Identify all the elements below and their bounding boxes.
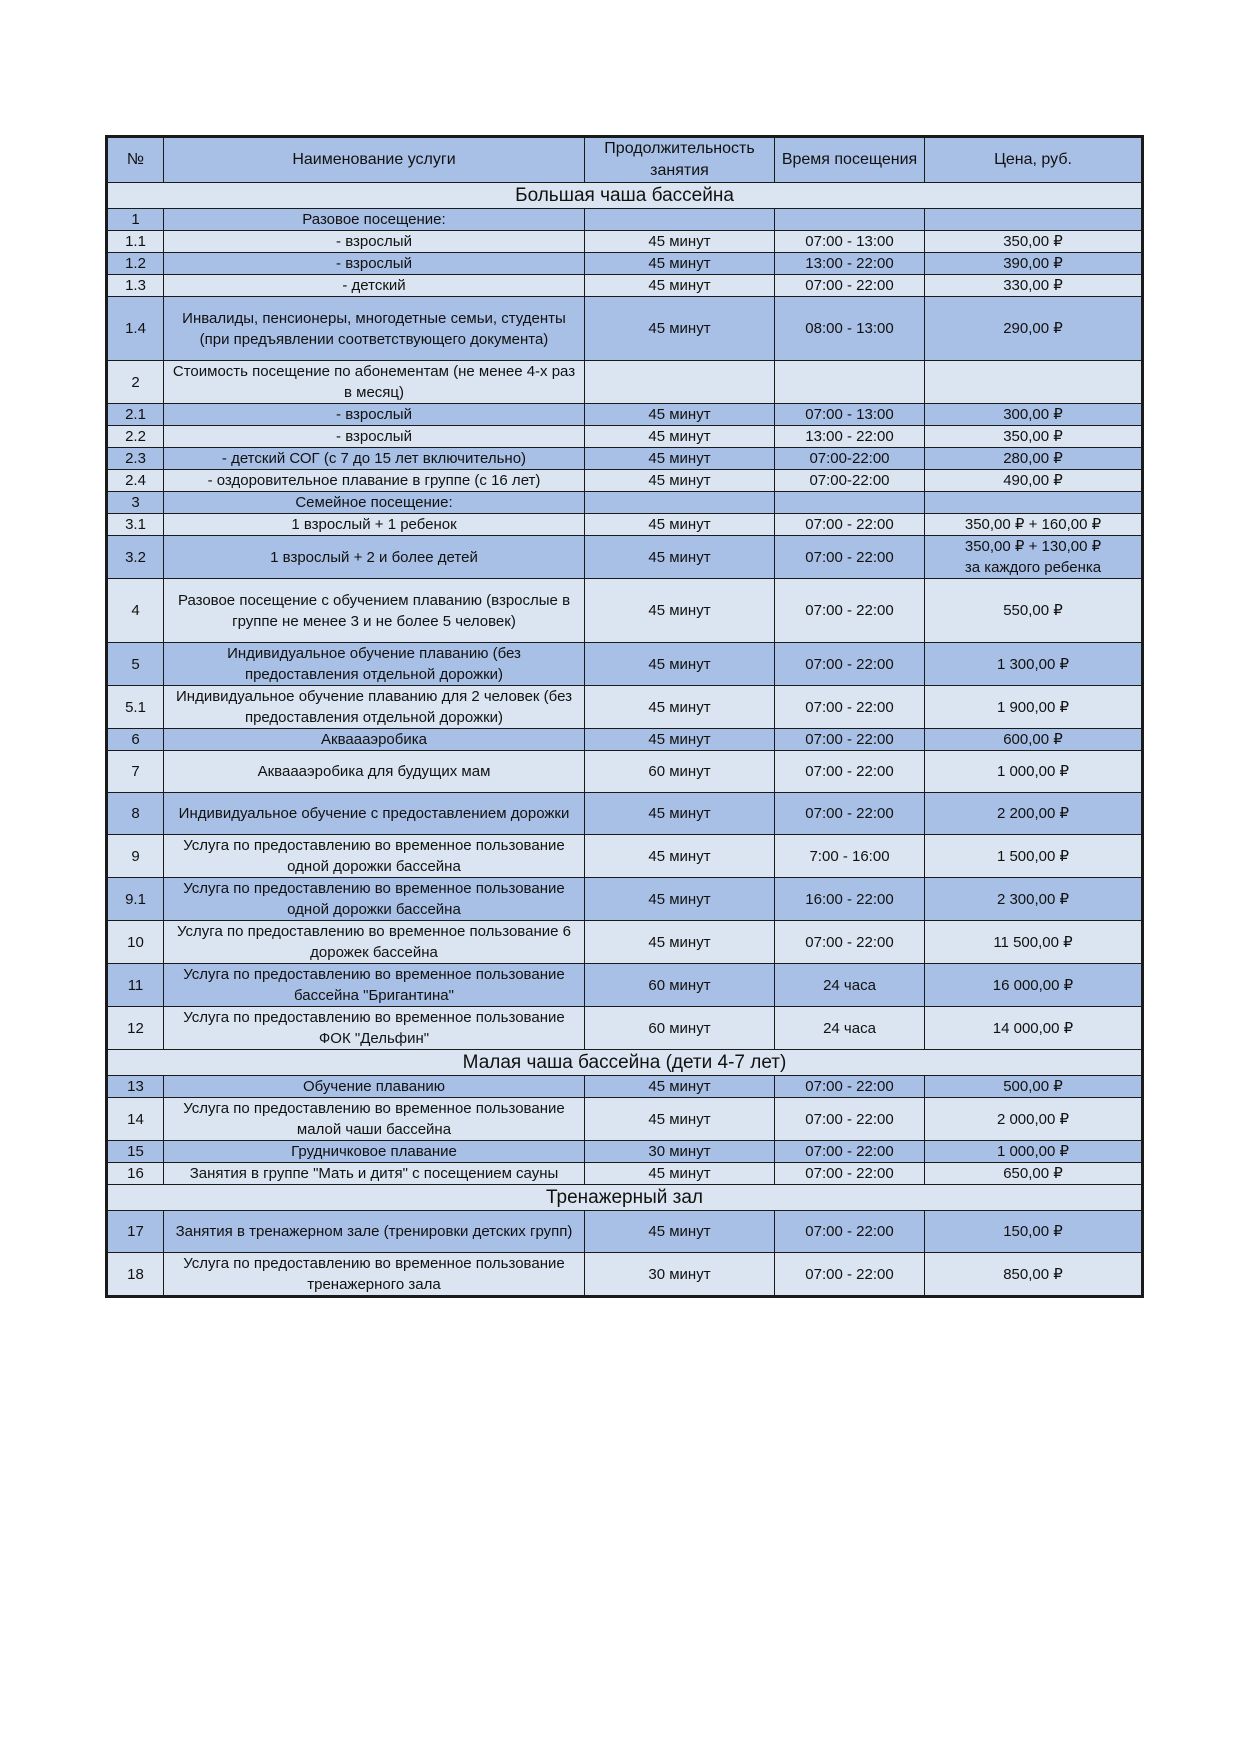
table-row [107,686,1143,729]
row-time: 07:00 - 22:00 [775,729,925,751]
row-duration: 60 минут [585,964,775,1007]
row-price: 390,00 ₽ [925,253,1143,275]
row-num: 16 [107,1163,164,1185]
table-row [107,492,1143,514]
row-duration: 30 минут [585,1141,775,1163]
row-duration: 45 минут [585,536,775,579]
header-num: № [107,137,164,183]
row-price: 290,00 ₽ [925,297,1143,361]
row-price: 350,00 ₽ [925,426,1143,448]
row-name: - взрослый [164,426,585,448]
table-row [107,275,1143,297]
row-duration: 45 минут [585,275,775,297]
row-price: 11 500,00 ₽ [925,921,1143,964]
row-price: 500,00 ₽ [925,1076,1143,1098]
row-time: 07:00-22:00 [775,470,925,492]
row-num: 1.1 [107,231,164,253]
row-num: 17 [107,1211,164,1253]
row-duration: 45 минут [585,878,775,921]
row-num: 1 [107,209,164,231]
row-num: 7 [107,751,164,793]
section-small-pool [107,1050,1143,1076]
row-price: 1 000,00 ₽ [925,1141,1143,1163]
table-row [107,536,1143,579]
row-duration: 60 минут [585,751,775,793]
row-num: 15 [107,1141,164,1163]
row-duration: 30 минут [585,1253,775,1297]
table-row [107,470,1143,492]
row-time: 07:00 - 22:00 [775,751,925,793]
row-duration: 45 минут [585,1076,775,1098]
section-gym [107,1185,1143,1211]
table-row [107,361,1143,404]
table-row [107,1076,1143,1098]
row-time: 7:00 - 16:00 [775,835,925,878]
row-num: 9.1 [107,878,164,921]
row-duration: 45 минут [585,793,775,835]
row-num: 2.4 [107,470,164,492]
row-duration: 45 минут [585,729,775,751]
table-row [107,793,1143,835]
table-row [107,964,1143,1007]
row-duration: 45 минут [585,426,775,448]
row-time: 07:00 - 22:00 [775,1211,925,1253]
row-name: Услуга по предоставлению во временное пользование одной дорожки бассейна [164,878,585,921]
row-duration: 45 минут [585,253,775,275]
row-duration: 45 минут [585,470,775,492]
row-price: 330,00 ₽ [925,275,1143,297]
section-title: Малая чаша бассейна (дети 4-7 лет) [107,1050,1143,1076]
row-duration [585,209,775,231]
row-time: 13:00 - 22:00 [775,426,925,448]
row-name: Индивидуальное обучение плаванию для 2 человек (без предоставления отдельной дорожки) [164,686,585,729]
table-row [107,751,1143,793]
row-time: 07:00 - 22:00 [775,1098,925,1141]
row-time: 07:00 - 22:00 [775,686,925,729]
row-price: 2 300,00 ₽ [925,878,1143,921]
row-name: - детский СОГ (с 7 до 15 лет включительно) [164,448,585,470]
row-num: 2 [107,361,164,404]
row-name: - взрослый [164,231,585,253]
row-duration: 60 минут [585,1007,775,1050]
row-price: 600,00 ₽ [925,729,1143,751]
row-time [775,492,925,514]
row-name: Акваааэробика для будущих мам [164,751,585,793]
row-num: 9 [107,835,164,878]
row-name: Грудничковое плавание [164,1141,585,1163]
row-time: 07:00 - 22:00 [775,1253,925,1297]
row-name: Услуга по предоставлению во временное пользование бассейна "Бригантина" [164,964,585,1007]
row-price: 490,00 ₽ [925,470,1143,492]
row-name: 1 взрослый + 1 ребенок [164,514,585,536]
row-time: 07:00 - 22:00 [775,921,925,964]
header-duration: Продолжительность занятия [585,137,775,183]
row-time: 07:00 - 22:00 [775,275,925,297]
row-duration: 45 минут [585,404,775,426]
row-duration: 45 минут [585,231,775,253]
row-price: 350,00 ₽ [925,231,1143,253]
row-num: 2.1 [107,404,164,426]
section-big-pool [107,183,1143,209]
row-price: 1 900,00 ₽ [925,686,1143,729]
table-row [107,729,1143,751]
row-num: 5.1 [107,686,164,729]
row-duration: 45 минут [585,835,775,878]
row-price: 350,00 ₽ + 160,00 ₽ [925,514,1143,536]
row-price: 14 000,00 ₽ [925,1007,1143,1050]
header-price: Цена, руб. [925,137,1143,183]
row-price: 2 000,00 ₽ [925,1098,1143,1141]
row-time: 07:00 - 22:00 [775,1141,925,1163]
table-row [107,1098,1143,1141]
price-table [105,135,1144,1298]
table-row [107,514,1143,536]
row-name: Услуга по предоставлению во временное пользование одной дорожки бассейна [164,835,585,878]
row-name: 1 взрослый + 2 и более детей [164,536,585,579]
row-duration: 45 минут [585,297,775,361]
row-name: - взрослый [164,404,585,426]
header-time: Время посещения [775,137,925,183]
row-num: 6 [107,729,164,751]
row-name: Занятия в группе "Мать и дитя" с посещением сауны [164,1163,585,1185]
row-name: Разовое посещение: [164,209,585,231]
table-row [107,835,1143,878]
table-row [107,1007,1143,1050]
table-row [107,426,1143,448]
row-name: Услуга по предоставлению во временное пользование 6 дорожек бассейна [164,921,585,964]
row-price: 150,00 ₽ [925,1211,1143,1253]
table-row [107,448,1143,470]
row-num: 8 [107,793,164,835]
row-name: - детский [164,275,585,297]
table-row [107,921,1143,964]
row-num: 2.3 [107,448,164,470]
row-time: 07:00 - 22:00 [775,793,925,835]
row-duration: 45 минут [585,643,775,686]
row-price: 650,00 ₽ [925,1163,1143,1185]
row-price: 16 000,00 ₽ [925,964,1143,1007]
row-num: 1.2 [107,253,164,275]
row-time: 07:00-22:00 [775,448,925,470]
row-duration: 45 минут [585,579,775,643]
row-num: 1.4 [107,297,164,361]
table-row [107,231,1143,253]
row-price: 300,00 ₽ [925,404,1143,426]
row-num: 12 [107,1007,164,1050]
section-title: Большая чаша бассейна [107,183,1143,209]
table-row [107,878,1143,921]
row-price: 550,00 ₽ [925,579,1143,643]
row-name: Услуга по предоставлению во временное пользование ФОК "Дельфин" [164,1007,585,1050]
row-num: 18 [107,1253,164,1297]
row-price: 350,00 ₽ + 130,00 ₽ за каждого ребенка [925,536,1143,579]
row-name: Акваааэробика [164,729,585,751]
table-row [107,1211,1143,1253]
row-price: 850,00 ₽ [925,1253,1143,1297]
row-time: 07:00 - 13:00 [775,231,925,253]
row-time: 07:00 - 22:00 [775,643,925,686]
row-time: 24 часа [775,1007,925,1050]
table-row [107,643,1143,686]
row-num: 10 [107,921,164,964]
row-price: 1 000,00 ₽ [925,751,1143,793]
header-name: Наименование услуги [164,137,585,183]
row-time [775,209,925,231]
row-time: 07:00 - 22:00 [775,1076,925,1098]
section-title: Тренажерный зал [107,1185,1143,1211]
row-price [925,361,1143,404]
row-duration: 45 минут [585,1163,775,1185]
row-name: - взрослый [164,253,585,275]
row-price [925,492,1143,514]
table-row [107,404,1143,426]
row-duration: 45 минут [585,1211,775,1253]
row-name: Услуга по предоставлению во временное пользование малой чаши бассейна [164,1098,585,1141]
row-price: 1 500,00 ₽ [925,835,1143,878]
row-price: 1 300,00 ₽ [925,643,1143,686]
row-time: 07:00 - 22:00 [775,536,925,579]
row-duration: 45 минут [585,1098,775,1141]
row-num: 1.3 [107,275,164,297]
table-row [107,253,1143,275]
row-time: 07:00 - 22:00 [775,579,925,643]
row-name: Обучение плаванию [164,1076,585,1098]
row-duration: 45 минут [585,448,775,470]
table-row [107,1253,1143,1297]
row-name: - оздоровительное плавание в группе (с 16 лет) [164,470,585,492]
row-price [925,209,1143,231]
header-row [107,137,1143,183]
row-time: 07:00 - 22:00 [775,514,925,536]
table-row [107,297,1143,361]
row-num: 3.2 [107,536,164,579]
row-time: 07:00 - 13:00 [775,404,925,426]
table-row [107,1163,1143,1185]
table-row [107,209,1143,231]
row-num: 14 [107,1098,164,1141]
row-num: 2.2 [107,426,164,448]
row-num: 3.1 [107,514,164,536]
row-num: 11 [107,964,164,1007]
row-name: Занятия в тренажерном зале (тренировки детских групп) [164,1211,585,1253]
row-time: 24 часа [775,964,925,1007]
row-time [775,361,925,404]
row-num: 4 [107,579,164,643]
row-name: Индивидуальное обучение с предоставлением дорожки [164,793,585,835]
row-price: 280,00 ₽ [925,448,1143,470]
table-row [107,1141,1143,1163]
row-time: 16:00 - 22:00 [775,878,925,921]
row-duration: 45 минут [585,514,775,536]
row-time: 07:00 - 22:00 [775,1163,925,1185]
row-name: Семейное посещение: [164,492,585,514]
row-name: Индивидуальное обучение плаванию (без предоставления отдельной дорожки) [164,643,585,686]
row-num: 13 [107,1076,164,1098]
row-duration: 45 минут [585,921,775,964]
row-time: 13:00 - 22:00 [775,253,925,275]
row-time: 08:00 - 13:00 [775,297,925,361]
row-name: Инвалиды, пенсионеры, многодетные семьи, студенты (при предъявлении соответствующего документа) [164,297,585,361]
table-row [107,579,1143,643]
row-price: 2 200,00 ₽ [925,793,1143,835]
row-name: Разовое посещение с обучением плаванию (взрослые в группе не менее 3 и не более 5 человек) [164,579,585,643]
row-num: 3 [107,492,164,514]
row-name: Услуга по предоставлению во временное пользование тренажерного зала [164,1253,585,1297]
row-duration: 45 минут [585,686,775,729]
row-duration [585,361,775,404]
row-num: 5 [107,643,164,686]
row-duration [585,492,775,514]
row-name: Стоимость посещение по абонементам (не менее 4-х раз в месяц) [164,361,585,404]
